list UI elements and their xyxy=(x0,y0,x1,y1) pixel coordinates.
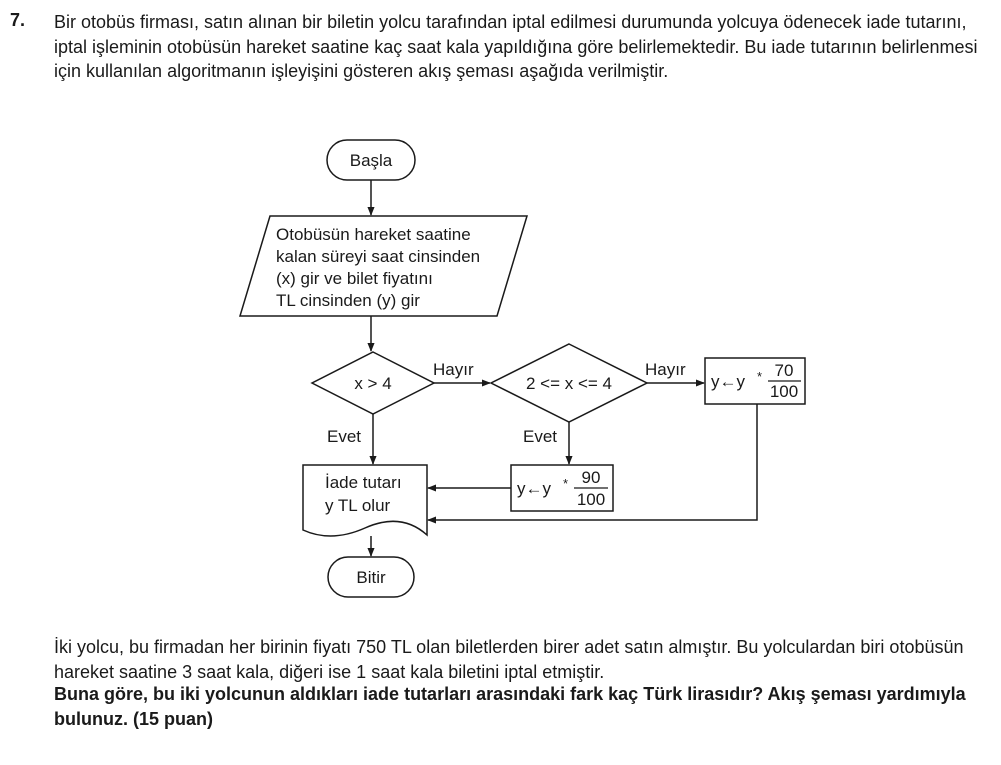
question-intro: Bir otobüs firması, satın alınan bir biletin yolcu tarafından iptal edilmesi durumunda yolcuya ödenecek iade tutarını, iptal işleminin otobüsün hareket saatine kaç saat kala yapıldığına göre belirlemektedir. Bu iade tutarının belirlenmesi için kullanılan algoritmanın işleyişini gösteren akış şeması aşağıda verilmiştir. xyxy=(54,12,978,81)
yes-label-1: Evet xyxy=(327,427,362,446)
yes-label-2: Evet xyxy=(523,427,558,446)
process1-denominator: 100 xyxy=(769,382,799,401)
process2-numerator: 90 xyxy=(581,468,601,487)
output-line-2: y TL olur xyxy=(325,496,391,515)
input-line-3: (x) gir ve bilet fiyatını xyxy=(276,269,433,288)
process2-denominator: 100 xyxy=(576,490,606,509)
process1-numerator: 70 xyxy=(774,361,794,380)
no-label-1: Hayır xyxy=(433,360,474,379)
question-prompt: Buna göre, bu iki yolcunun aldıkları iade tutarları arasındaki fark kaç Türk lirasıdır? Akış şeması yardımıyla bulunuz. (15 puan) xyxy=(54,684,966,729)
input-line-2: kalan süreyi saat cinsinden xyxy=(276,247,481,266)
input-line-4: TL cinsinden (y) gir xyxy=(276,291,420,310)
decision1-label: x > 4 xyxy=(354,374,392,393)
no-label-2: Hayır xyxy=(645,360,686,379)
process2-prefix: y←y xyxy=(517,479,551,498)
process1-op: * xyxy=(757,369,763,384)
start-label: Başla xyxy=(349,151,393,170)
process1-prefix: y←y xyxy=(711,372,745,391)
input-line-1: Otobüsün hareket saatine xyxy=(276,225,471,244)
output-line-1: İade tutarı xyxy=(325,473,402,492)
process2-op: * xyxy=(563,476,569,491)
question-scenario: İki yolcu, bu firmadan her birinin fiyatı 750 TL olan biletlerden birer adet satın almıştır. Bu yolculardan biri otobüsün hareket saatine 3 saat kala, diğeri ise 1 saat kala biletini iptal etmiştir. xyxy=(54,637,964,682)
question-number: 7. xyxy=(10,10,26,30)
decision2-label: 2 <= x <= 4 xyxy=(525,374,613,393)
end-label: Bitir xyxy=(356,568,386,587)
